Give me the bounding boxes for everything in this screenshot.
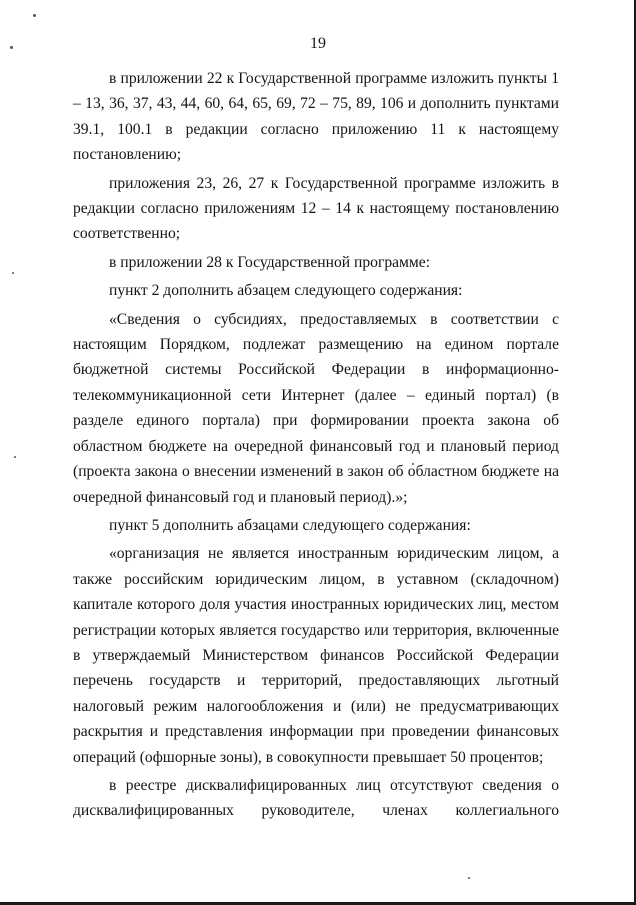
- page-number: 19: [310, 35, 326, 52]
- paragraph-item-5: пункт 5 дополнить абзацами следующего содержания:: [109, 516, 471, 534]
- scan-speck: [14, 456, 16, 458]
- scan-speck: [33, 14, 36, 17]
- paragraph-item-2: пункт 2 дополнить абзацем следующего содержания:: [109, 282, 463, 300]
- paragraph-subsidies-info: «Сведения о субсидиях, предоставляемых в соответствии с настоящим Порядком, подлежат размещению на едином портале бюджетной системы Российской Федерации в информационно-телекоммуникационной сети Интернет (далее – единый портал) (в разделе единого портала) при формировании проекта закона об областном бюджете на очередной финансовый год и плановый период (проекта закона о внесении изменений в закон об областном бюджете на очередной финансовый год и плановый период).»;: [73, 310, 559, 506]
- paragraph-appendix-22: в приложении 22 к Государственной программе изложить пункты 1 – 13, 36, 37, 43, 44, 60, 64, 65, 69, 72 – 75, 89, 106 и дополнить пунктами 39.1, 100.1 в редакции согласно приложению 11 к настоящему постановлению;: [73, 70, 559, 164]
- scan-speck: [12, 272, 14, 274]
- paragraph-foreign-entity: «организация не является иностранным юридическим лицом, а также российским юридическим лицом, в уставном (складочном) капитале которого доля участия иностранных юридических лиц, местом регистрации которых является государство или территория, включенные в утверждаемый Министерством финансов Российской Федерации перечень государств и территорий, предоставляющих льготный налоговый режим налогообложения и (или) не предусматривающих раскрытия и представления информации при проведении финансовых операций (офшорные зоны), в совокупности превышает 50 процентов;: [73, 545, 559, 766]
- paragraph-appendix-28: в приложении 28 к Государственной программе:: [109, 253, 431, 271]
- scan-speck: [468, 877, 470, 879]
- paragraph-appendices-23-26-27: приложения 23, 26, 27 к Государственной программе изложить в редакции согласно приложениям 12 – 14 к настоящему постановлению соответственно;: [73, 174, 559, 243]
- document-body: [73, 66, 559, 827]
- paragraph-disqualified-registry: в реестре дисквалифицированных лиц отсутствуют сведения о дисквалифицированных руководителе, членах коллегиального: [73, 776, 559, 820]
